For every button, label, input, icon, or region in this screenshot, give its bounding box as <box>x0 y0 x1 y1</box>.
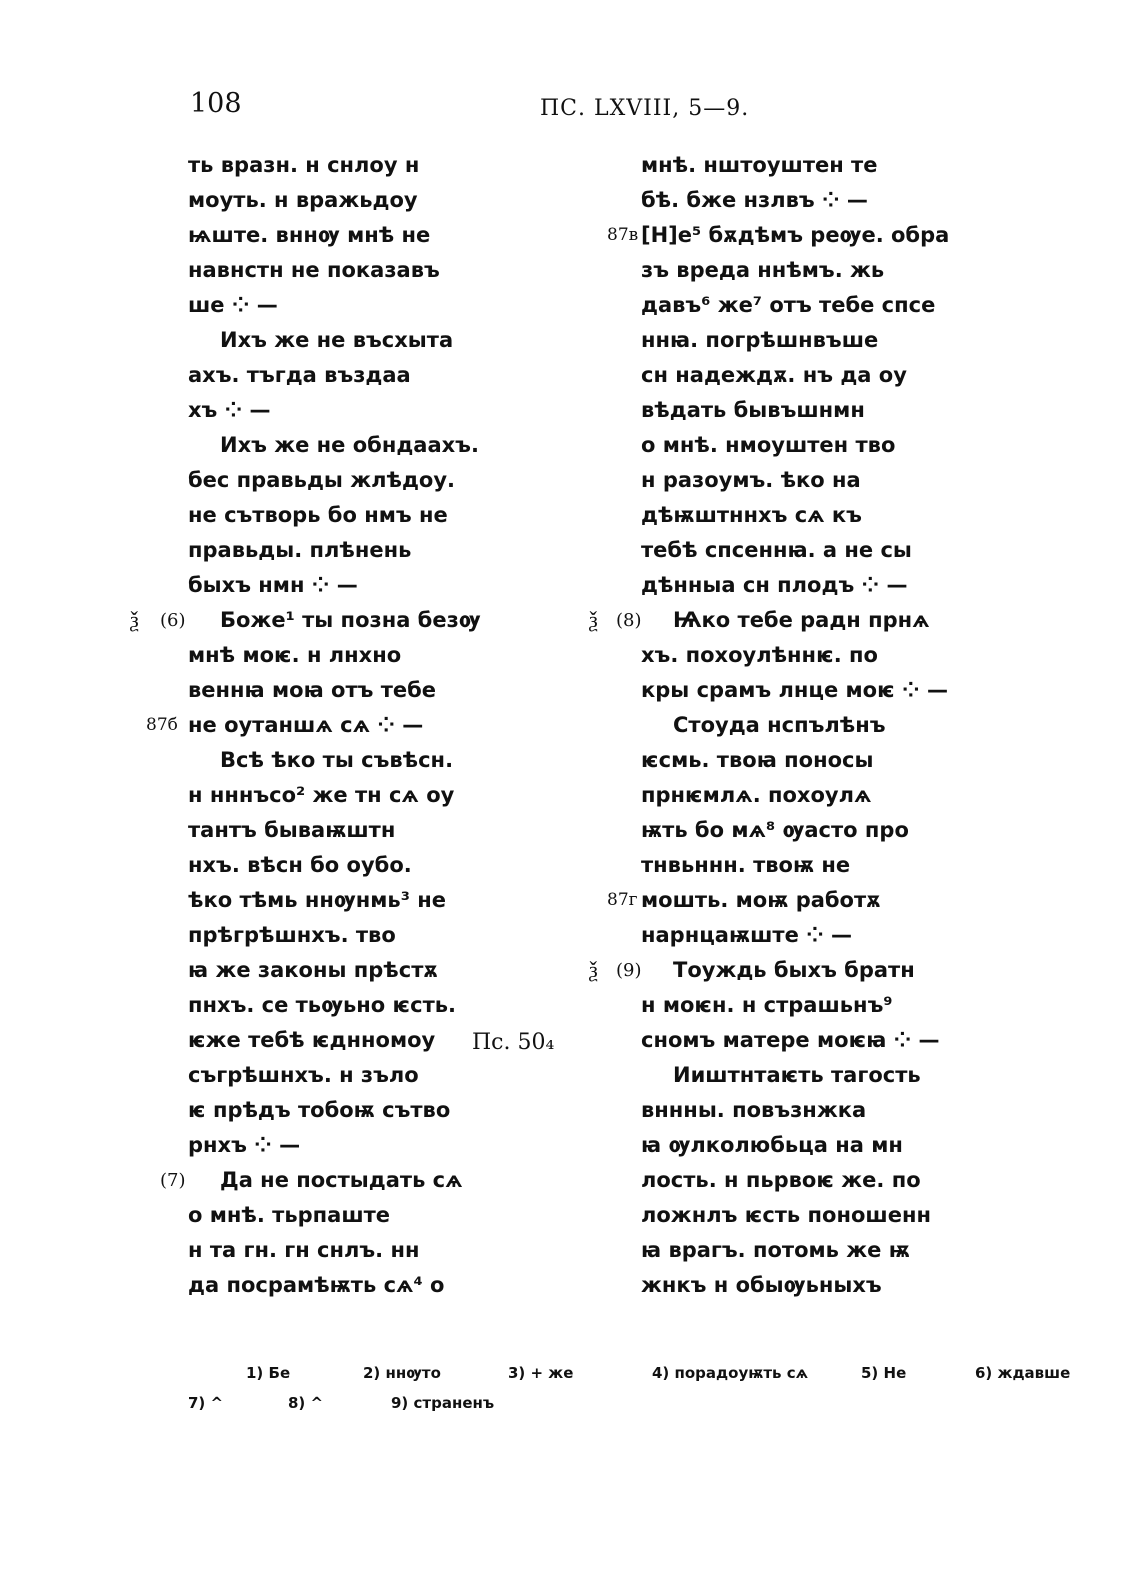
line-text: давъ⁶ же⁷ отъ тебе спсе <box>641 293 936 317</box>
line-text: бѣ. бже нзлвъ ⁘ — <box>641 188 868 212</box>
text-line <box>188 848 478 883</box>
folio-marker: 87в <box>607 225 639 245</box>
right-column <box>589 148 971 1303</box>
line-text: Да не постыдать сѧ <box>220 1168 463 1192</box>
text-line <box>188 1268 478 1303</box>
text-line <box>188 918 478 953</box>
line-text: бес правьды жлѣдоу. <box>188 468 455 492</box>
line-text: [Н]е⁵ бѫдѣмъ реѹе. обра <box>641 223 950 247</box>
line-text: ахъ. тъгда въздаа <box>188 363 411 387</box>
text-line <box>641 1198 971 1233</box>
text-line <box>188 183 478 218</box>
line-text: ннꙗ. погрѣшнвъше <box>641 328 879 352</box>
line-text: н разоумъ. ѣко на <box>641 468 861 492</box>
line-text: зъ вреда ннѣмъ. жь <box>641 258 885 282</box>
line-text: правьды. плѣнень <box>188 538 412 562</box>
line-text: мнѣ моѥ. н лнхно <box>188 643 402 667</box>
text-line <box>589 953 971 988</box>
line-text: ть вразн. н снлоу н <box>188 153 420 177</box>
folio-marker: 87г <box>607 890 638 910</box>
line-text: навнстн не показавъ <box>188 258 440 282</box>
text-line <box>641 288 971 323</box>
line-text: ѥсмь. твоꙗ поносы <box>641 748 874 772</box>
text-line <box>641 253 971 288</box>
line-text: ѥже тебѣ ѥднномоу <box>188 1028 436 1052</box>
text-line <box>641 673 971 708</box>
line-text: прнѥмлѧ. похоулѧ <box>641 783 872 807</box>
text-line <box>641 148 971 183</box>
line-text: прѣгрѣшнхъ. тво <box>188 923 396 947</box>
footnote: 2) ннѹто <box>363 1364 441 1382</box>
text-line <box>607 218 971 253</box>
text-line <box>641 1268 971 1303</box>
text-line <box>641 533 971 568</box>
line-text: хъ ⁘ — <box>188 398 271 422</box>
line-text: ше ⁘ — <box>188 293 278 317</box>
line-text: Тоуждь быхъ братн <box>673 958 915 982</box>
footnote: 7) ^ <box>188 1394 224 1412</box>
text-line <box>188 1093 478 1128</box>
text-line <box>641 1233 971 1268</box>
text-line <box>130 603 481 638</box>
line-text: ѭть бо мѧ⁸ ѹасто про <box>641 818 909 842</box>
line-text: да посрамѣѭть сѧ⁴ о <box>188 1273 445 1297</box>
section-mark: ѯ <box>589 608 598 633</box>
line-text: веннꙗ моꙗ отъ тебе <box>188 678 437 702</box>
line-text: мошть. моѭ работѫ <box>641 888 881 912</box>
text-line <box>188 428 478 463</box>
text-line <box>641 183 971 218</box>
verse-number: (7) <box>160 1170 186 1191</box>
text-line <box>188 358 478 393</box>
line-text: сн надеждѫ. нъ да оу <box>641 363 907 387</box>
text-line <box>641 918 971 953</box>
line-text: не оутаншѧ сѧ ⁘ — <box>188 713 424 737</box>
line-text: н та гн. гн снлъ. нн <box>188 1238 420 1262</box>
line-text: н нннъсо² же тн сѧ оу <box>188 783 455 807</box>
line-text: жнкъ н обыѹьныхъ <box>641 1273 882 1297</box>
text-line <box>641 463 971 498</box>
folio-marker: 87б <box>146 715 178 735</box>
text-line <box>188 953 478 988</box>
line-text: лость. н пьрвоѥ же. по <box>641 1168 921 1192</box>
line-text: о мнѣ. нмоуштен тво <box>641 433 896 457</box>
running-head: ПС. LXVIII, 5—9. <box>540 96 750 121</box>
line-text: Ихъ же не въсхыта <box>220 328 454 352</box>
line-text: сномъ матере моѥꙗ ⁘ — <box>641 1028 940 1052</box>
footnote: 5) Не <box>861 1364 907 1382</box>
text-line <box>641 813 971 848</box>
text-line <box>641 848 971 883</box>
line-text: н моѥн. н страшьнъ⁹ <box>641 993 893 1017</box>
line-text: вѣдать бывъшнмн <box>641 398 865 422</box>
line-text: ѣко тѣмь ннѹнмь³ не <box>188 888 446 912</box>
text-line <box>641 638 971 673</box>
text-line <box>188 463 478 498</box>
text-line <box>641 428 971 463</box>
text-line <box>188 1058 478 1093</box>
text-line <box>641 1128 971 1163</box>
footnote: 4) порадоуѭть сѧ <box>652 1364 809 1382</box>
text-line <box>146 708 478 743</box>
line-text: Ииштнтаѥть тагость <box>673 1063 921 1087</box>
footnote: 8) ^ <box>288 1394 324 1412</box>
verse-number: (6) <box>160 610 186 631</box>
line-text: ложнлъ ѥсть поношенн <box>641 1203 931 1227</box>
text-line <box>188 638 478 673</box>
footnote: 9) страненъ <box>391 1394 495 1412</box>
footnote: 6) ждавше <box>975 1364 1071 1382</box>
line-text: ꙗ врагъ. потомь же ѭ <box>641 1238 910 1262</box>
text-line <box>641 1093 971 1128</box>
section-mark: ѯ <box>130 608 139 633</box>
footnote: 1) Бе <box>246 1364 291 1382</box>
line-text: Боже¹ ты позна безѹ <box>220 608 481 632</box>
text-line <box>188 393 478 428</box>
text-line <box>188 673 478 708</box>
line-text: кры срамъ лнце моѥ ⁘ — <box>641 678 948 702</box>
line-text: дѣѭштннхъ сѧ къ <box>641 503 862 527</box>
line-text: Стоуда нспълѣнъ <box>673 713 886 737</box>
line-text: ꙗ ѹлколюбьца на мн <box>641 1133 903 1157</box>
text-line <box>188 498 478 533</box>
line-text: ꙗ же законы прѣстѫ <box>188 958 438 982</box>
text-line <box>641 708 971 743</box>
text-line <box>641 568 971 603</box>
text-line <box>641 743 971 778</box>
line-text: тебѣ спсеннꙗ. а не сы <box>641 538 912 562</box>
text-line <box>641 323 971 358</box>
text-line <box>188 568 478 603</box>
text-line <box>188 218 478 253</box>
line-text: быхъ нмн ⁘ — <box>188 573 358 597</box>
line-text: Ихъ же не обндаахъ. <box>220 433 479 457</box>
line-text: пнхъ. се тьѹьно ѥсть. <box>188 993 457 1017</box>
line-text: Ѩко тебе радн прнѧ <box>673 608 930 632</box>
line-text: ѥ прѣдъ тобоѭ сътво <box>188 1098 451 1122</box>
text-line <box>188 148 478 183</box>
text-line <box>188 1023 478 1058</box>
verse-number: (8) <box>616 610 642 631</box>
text-line <box>188 743 478 778</box>
line-text: тнвьннн. твоѭ не <box>641 853 851 877</box>
line-text: не сътворь бо нмъ не <box>188 503 448 527</box>
text-line <box>188 533 478 568</box>
text-line <box>188 288 478 323</box>
text-line <box>589 603 971 638</box>
text-line <box>641 1058 971 1093</box>
line-text: нхъ. вѣсн бо оубо. <box>188 853 412 877</box>
text-line <box>188 323 478 358</box>
line-text: ѩште. вннѹ мнѣ не <box>188 223 431 247</box>
line-text: нарнцаѭште ⁘ — <box>641 923 853 947</box>
line-text: моуть. н вражьдоу <box>188 188 418 212</box>
line-text: дѣнныа сн плодъ ⁘ — <box>641 573 908 597</box>
page-number: 108 <box>190 88 242 119</box>
text-line <box>188 1198 478 1233</box>
text-line <box>188 1128 478 1163</box>
line-text: о мнѣ. тьрпаште <box>188 1203 391 1227</box>
footnote: 3) + же <box>508 1364 574 1382</box>
margin-reference: Пс. 50₄ <box>472 1030 555 1055</box>
text-line <box>641 1023 971 1058</box>
text-line <box>641 358 971 393</box>
text-line <box>188 988 478 1023</box>
text-line <box>188 253 478 288</box>
text-line <box>188 813 478 848</box>
line-text: тантъ бываѭштн <box>188 818 396 842</box>
text-line <box>188 778 478 813</box>
text-line <box>641 498 971 533</box>
verse-number: (9) <box>616 960 642 981</box>
section-mark: ѯ <box>589 958 598 983</box>
text-line <box>641 778 971 813</box>
line-text: рнхъ ⁘ — <box>188 1133 301 1157</box>
text-line <box>160 1163 478 1198</box>
text-line <box>641 988 971 1023</box>
left-column <box>130 148 481 1303</box>
text-line <box>641 1163 971 1198</box>
text-line <box>641 393 971 428</box>
text-line <box>188 1233 478 1268</box>
text-line <box>607 883 971 918</box>
line-text: хъ. похоулѣннѥ. по <box>641 643 878 667</box>
line-text: мнѣ. нштоуштен те <box>641 153 878 177</box>
line-text: съгрѣшнхъ. н зъло <box>188 1063 419 1087</box>
line-text: Всѣ ѣко ты съвѣсн. <box>220 748 454 772</box>
line-text: вннны. повъзнжка <box>641 1098 867 1122</box>
text-line <box>188 883 478 918</box>
